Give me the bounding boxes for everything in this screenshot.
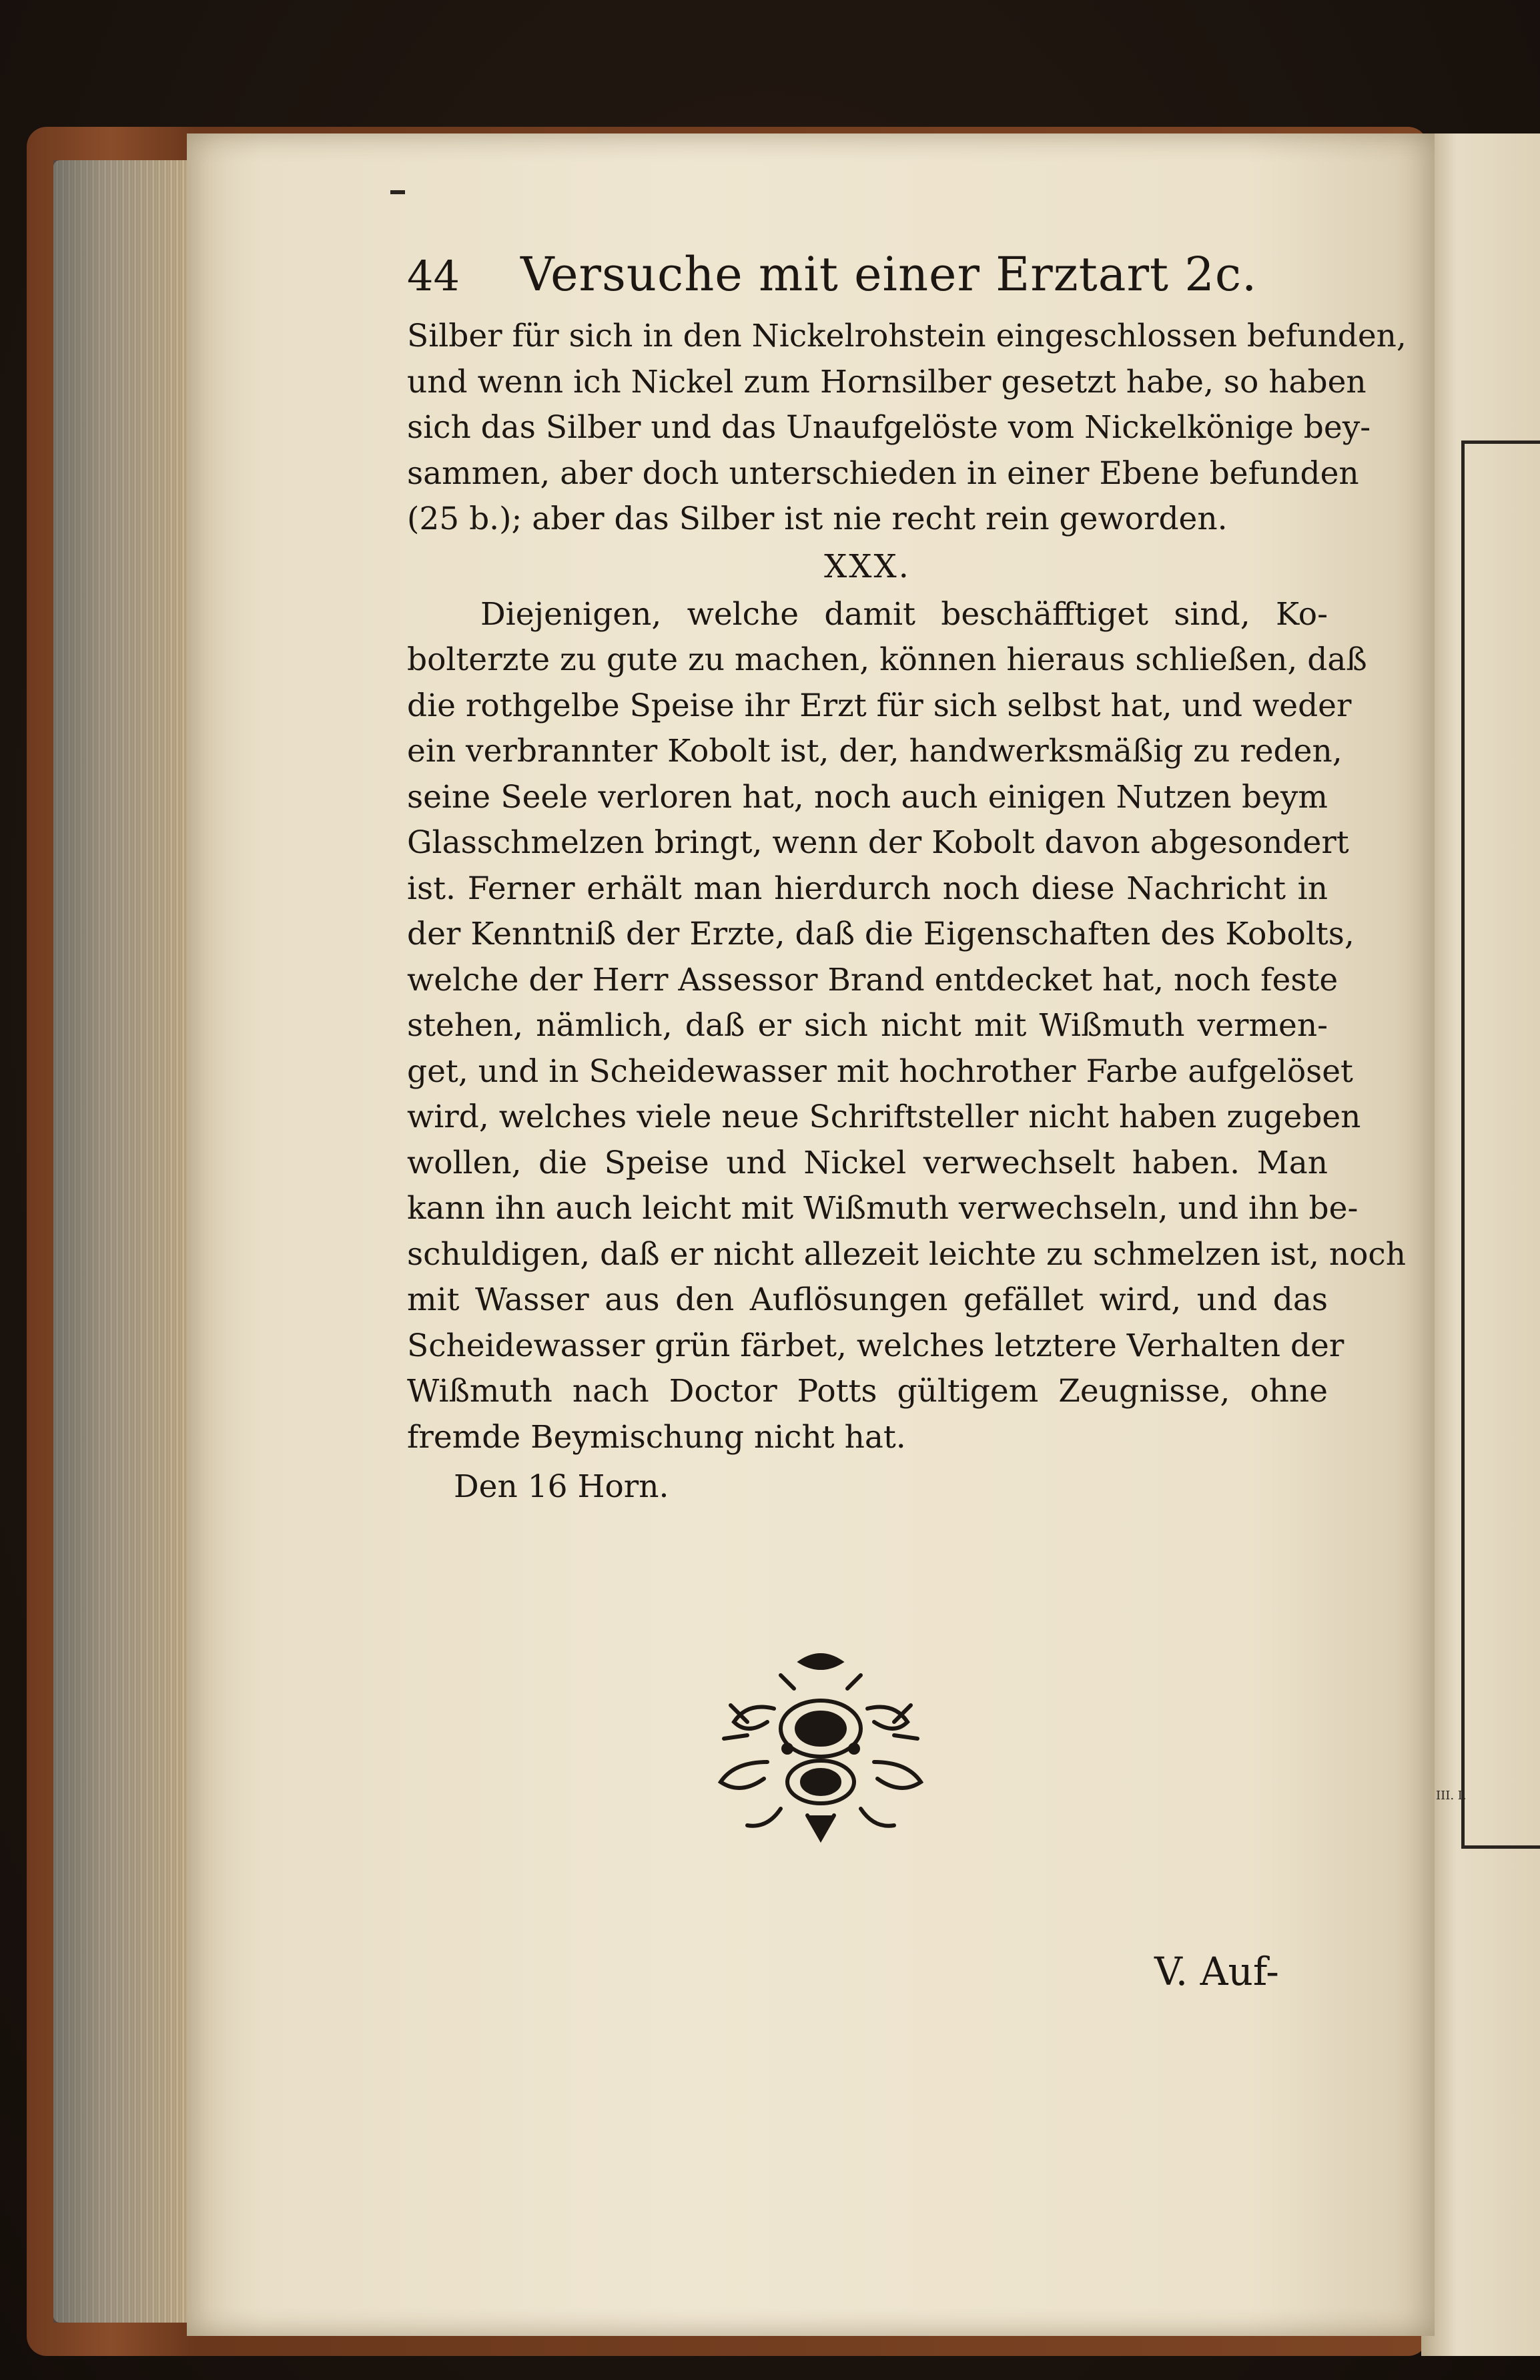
paragraph-continued	[407, 314, 1407, 543]
text-line: fremde Beymischung nicht hat.	[407, 1418, 906, 1456]
section-heading: XXX.	[824, 547, 911, 585]
text-line: ist. Ferner erhält man hierdurch noch diese Nachricht in	[407, 870, 1328, 907]
printer-ornament-icon	[707, 1649, 934, 1849]
adjacent-page	[1421, 133, 1540, 2356]
text-line: (25 b.); aber das Silber ist nie recht rein geworden.	[407, 501, 1228, 537]
text-line: seine Seele verloren hat, noch auch einigen Nutzen beym	[407, 778, 1328, 816]
page-number: 44	[407, 252, 460, 300]
text-line: schuldigen, daß er nicht allezeit leichte zu schmelzen ist, noch	[407, 1235, 1406, 1273]
text-line: bolterzte zu gute zu machen, können hieraus schließen, daß	[407, 641, 1367, 678]
text-line: stehen, nämlich, daß er sich nicht mit Wißmuth vermen-	[407, 1007, 1328, 1044]
text-line: wollen, die Speise und Nickel verwechselt haben. Man	[407, 1144, 1328, 1181]
text-line: sich das Silber und das Unaufgelöste vom Nickelkönige bey-	[407, 409, 1371, 446]
text-line: der Kenntniß der Erzte, daß die Eigenschaften des Kobolts,	[407, 916, 1355, 952]
text-line: Silber für sich in den Nickelrohstein eingeschlossen befunden,	[407, 318, 1407, 354]
text-line: wird, welches viele neue Schriftsteller nicht haben zugeben	[407, 1099, 1361, 1135]
text-block	[407, 247, 1407, 1510]
text-line: Wißmuth nach Doctor Potts gültigem Zeugnisse, ohne	[407, 1373, 1328, 1410]
running-title: Versuche mit einer Erztart 2c.	[520, 247, 1258, 302]
text-line: get, und in Scheidewasser mit hochrother Farbe aufgelöset	[407, 1053, 1353, 1090]
text-line: die rothgelbe Speise ihr Erzt für sich selbst hat, und weder	[407, 687, 1352, 724]
page-block-edges	[53, 160, 200, 2323]
page-header	[407, 247, 1328, 314]
text-line: Diejenigen, welche damit beschäfftiget sind, Ko-	[480, 595, 1328, 633]
adjacent-page-frame	[1461, 440, 1540, 1849]
text-line: mit Wasser aus den Auflösungen gefället wird, und das	[407, 1281, 1328, 1318]
date-line: Den 16 Horn.	[454, 1468, 669, 1505]
catchword: V. Auf-	[1154, 1949, 1279, 1994]
text-line: Scheidewasser grün färbet, welches letztere Verhalten der	[407, 1327, 1344, 1364]
text-line: und wenn ich Nickel zum Hornsilber gesetzt habe, so haben	[407, 363, 1367, 400]
text-line: sammen, aber doch unterschieden in einer Ebene befunden	[407, 455, 1359, 492]
text-line: Glasschmelzen bringt, wenn der Kobolt davon abgesondert	[407, 824, 1349, 861]
printer-mark	[390, 190, 405, 194]
text-line: kann ihn auch leicht mit Wißmuth verwechseln, und ihn be-	[407, 1190, 1359, 1227]
adjacent-page-mark: III. I.	[1436, 1789, 1467, 1803]
text-line: welche der Herr Assessor Brand entdecket hat, noch feste	[407, 961, 1338, 998]
paragraph-main	[407, 592, 1406, 1461]
text-line: ein verbrannter Kobolt ist, der, handwerksmäßig zu reden,	[407, 733, 1342, 770]
